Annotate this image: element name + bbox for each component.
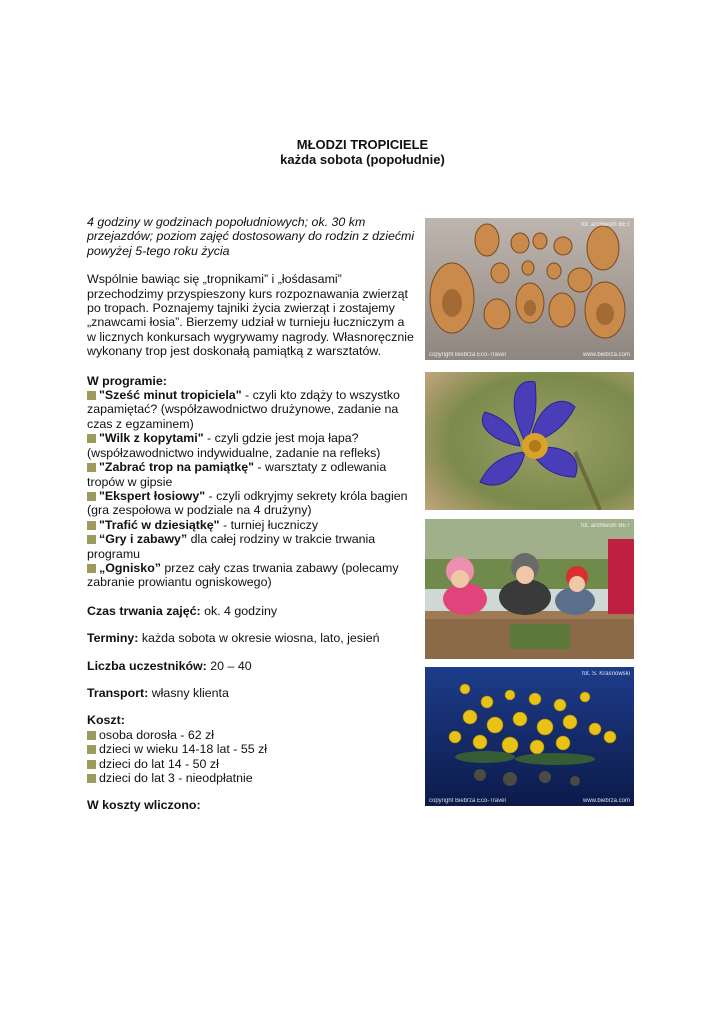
- program-item-name: "Wilk z kopytami": [99, 431, 204, 446]
- program-item-name: “Gry i zabawy”: [99, 532, 188, 547]
- bullet-square-icon: [87, 745, 96, 754]
- photo-site: www.biebrza.com: [582, 352, 630, 358]
- transport-line: [87, 686, 415, 700]
- photo-pasque-flower: [425, 372, 634, 510]
- program-item: [87, 388, 415, 431]
- cost-heading: Koszt:: [87, 713, 125, 728]
- program-list: [87, 388, 415, 590]
- participants-label: Liczba uczestników:: [87, 658, 207, 673]
- transport-label: Transport:: [87, 685, 149, 700]
- participants-line: [87, 659, 415, 673]
- cost-list: [87, 728, 415, 786]
- cost-item: [87, 771, 415, 785]
- program-item-name: „Ognisko”: [99, 560, 161, 575]
- page-title: MŁODZI TROPICIELE: [296, 137, 429, 152]
- duration-line: [87, 604, 415, 618]
- photo-credit: fot. archiwum BET: [580, 222, 630, 228]
- bullet-square-icon: [87, 521, 96, 530]
- description-text: Wspólnie bawiąc się „tropnikami” i „łośdasami” przechodzimy przyspieszony kurs rozpoznawania zwierząt po tropach. Poznajemy tajniki życia zwierząt i zostajemy „znawcami łosia”. Bierzemy udział w turnieju łuczniczym a w licznych konkursach wygrywamy nagrody. Własnoręcznie wykonany trop jest doskonałą pamiątką z warsztatów.: [87, 272, 414, 359]
- program-item-desc: - czyli gdzie jest moja łapa? (współzawodnictwo indywidualne, zadanie na refleks): [87, 431, 381, 460]
- program-heading: W programie:: [87, 373, 167, 388]
- intro-text: 4 godziny w godzinach popołudniowych; ok. 30 km przejazdów; poziom zajęć dostosowany do rodzin z dziećmi powyżej 5-tego roku życia: [87, 215, 415, 258]
- photo-marsh-marigolds: [425, 667, 634, 806]
- photo-children-outdoors: [425, 519, 634, 659]
- duration-label: Czas trwania zajęć:: [87, 603, 201, 618]
- program-item-desc: dla całej rodziny w trakcie trwania programu: [87, 532, 376, 561]
- photo-copyright: copyright Biebrza Eco-Travel: [429, 798, 506, 804]
- cost-item: [87, 742, 415, 756]
- bullet-square-icon: [87, 564, 96, 573]
- photo-site: www.biebrza.com: [582, 798, 630, 804]
- terms-value: każda sobota w okresie wiosna, lato, jesień: [138, 631, 380, 646]
- program-item-name: "Trafić w dziesiątkę": [99, 517, 220, 532]
- bullet-square-icon: [87, 731, 96, 740]
- cost-item: [87, 728, 415, 742]
- bullet-square-icon: [87, 774, 96, 783]
- program-item-desc: - turniej łuczniczy: [219, 517, 319, 532]
- terms-line: [87, 631, 415, 645]
- program-item: [87, 489, 415, 518]
- photo-credit: fot. S. Krasnowski: [581, 671, 630, 677]
- transport-value: własny klienta: [148, 685, 229, 700]
- program-item: [87, 431, 415, 460]
- bullet-square-icon: [87, 492, 96, 501]
- program-item-name: "Sześć minut tropiciela": [99, 388, 242, 403]
- cost-item-text: dzieci w wieku 14-18 lat - 55 zł: [99, 742, 268, 757]
- included-heading: W koszty wliczono:: [87, 798, 201, 813]
- bullet-square-icon: [87, 463, 96, 472]
- bullet-square-icon: [87, 535, 96, 544]
- duration-value: ok. 4 godziny: [200, 603, 278, 618]
- bullet-square-icon: [87, 391, 96, 400]
- program-item-desc: - czyli odkryjmy sekrety króla bagien (gra zespołowa w podziale na 4 drużyny): [87, 488, 408, 518]
- program-item: [87, 518, 415, 532]
- photo-copyright: copyright Biebrza Eco-Travel: [429, 352, 506, 358]
- program-item-desc: przez cały czas trwania zabawy (polecamy zabranie prowiantu ogniskowego): [87, 560, 399, 590]
- photo-plaster-tracks: [425, 218, 634, 360]
- program-item-name: "Zabrać trop na pamiątkę": [99, 460, 254, 475]
- cost-item-text: dzieci do lat 3 - nieodpłatnie: [99, 771, 253, 785]
- program-item-desc: - czyli kto zdąży to wszystko zapamiętać? (współzawodnictwo drużynowe, zadanie na czas z egzaminem): [87, 388, 400, 431]
- cost-item-text: osoba dorosła - 62 zł: [99, 727, 215, 742]
- program-item-name: "Ekspert łosiowy": [99, 488, 206, 503]
- title-block: [0, 137, 725, 167]
- cost-item: [87, 757, 415, 771]
- page-subtitle: każda sobota (popołudnie): [280, 152, 445, 167]
- terms-label: Terminy:: [87, 631, 139, 646]
- program-item: [87, 532, 415, 561]
- cost-item-text: dzieci do lat 14 - 50 zł: [99, 756, 219, 771]
- participants-value: 20 – 40: [206, 658, 252, 673]
- program-item: [87, 460, 415, 489]
- program-item-desc: - warsztaty z odlewania tropów w gipsie: [87, 460, 387, 489]
- bullet-square-icon: [87, 434, 96, 443]
- photo-credit: fot. archiwum BET: [580, 523, 630, 529]
- text-column: [87, 215, 415, 813]
- program-item: [87, 561, 415, 590]
- bullet-square-icon: [87, 760, 96, 769]
